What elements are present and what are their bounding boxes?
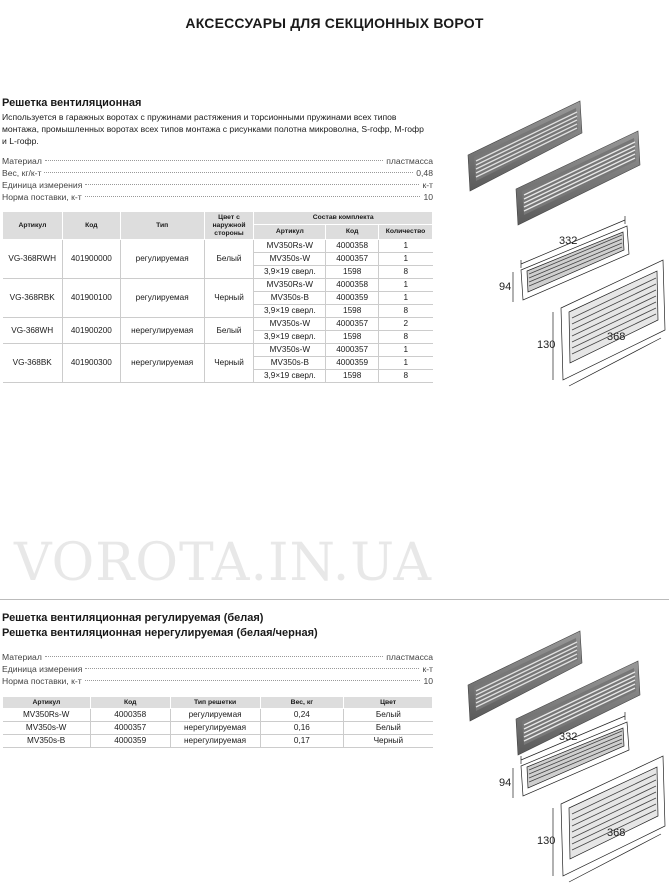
kit-code: 4000357 [326, 318, 379, 331]
header-kit: Состав комплекта [254, 212, 433, 225]
kit-article: 3,9×19 сверл. [254, 370, 326, 383]
property-label: Единица измерения [2, 180, 83, 190]
property-row [2, 675, 433, 687]
property-row [2, 155, 433, 167]
cell-type: нерегулируемая [170, 722, 260, 735]
property-value: 0,48 [416, 168, 433, 178]
kit-article: MV350Rs-W [254, 240, 326, 253]
property-value: пластмасса [386, 652, 433, 662]
group-type: нерегулируемая [120, 318, 204, 344]
kit-article: MV350s-W [254, 318, 326, 331]
property-value: к-т [422, 180, 433, 190]
group-color: Черный [204, 279, 254, 318]
cell-code: 4000359 [90, 735, 170, 748]
kit-qty: 8 [379, 266, 433, 279]
table-row [3, 735, 433, 748]
section-divider [0, 599, 669, 600]
dim-130: 130 [537, 339, 556, 351]
group-article: VG-368RWH [3, 240, 63, 279]
dot-leader [85, 196, 421, 197]
group-type: регулируемая [120, 240, 204, 279]
cell-weight: 0,16 [260, 722, 344, 735]
header-kit-qty: Количество [379, 225, 433, 240]
kit-code: 4000357 [326, 253, 379, 266]
table-row [3, 709, 433, 722]
dot-leader [85, 668, 419, 669]
property-label: Единица измерения [2, 664, 83, 674]
kit-qty: 1 [379, 292, 433, 305]
kit-code: 1598 [326, 370, 379, 383]
property-label: Материал [2, 652, 42, 662]
dim-368: 368 [607, 331, 626, 343]
group-type: регулируемая [120, 279, 204, 318]
section1-description: Используется в гаражных воротах с пружинами растяжения и торсионными пружинами всех типов монтажа, промышленных воротах всех типов монтажа с рисунками полотна микроволна, S-гофр, M-гофр и L-гофр. [2, 112, 424, 146]
group-color: Белый [204, 318, 254, 344]
kit-qty: 1 [379, 357, 433, 370]
header-grille-type: Тип решетки [170, 697, 260, 709]
vent-grille-dimension-drawing-2 [497, 704, 667, 884]
property-row [2, 191, 433, 203]
header-article: Артикул [3, 697, 91, 709]
table-row [3, 344, 433, 357]
kit-article: 3,9×19 сверл. [254, 331, 326, 344]
cell-weight: 0,24 [260, 709, 344, 722]
cell-type: нерегулируемая [170, 735, 260, 748]
table-row [3, 722, 433, 735]
header-color: Цвет [344, 697, 433, 709]
section2-title-2: Решетка вентиляционная нерегулируемая (белая/черная) [2, 627, 318, 639]
section2-properties [2, 651, 433, 687]
kit-qty: 1 [379, 240, 433, 253]
group-code: 401900000 [62, 240, 120, 279]
property-label: Норма поставки, к-т [2, 192, 82, 202]
dot-leader [85, 184, 419, 185]
cell-color: Белый [344, 722, 433, 735]
kit-article: MV350s-B [254, 357, 326, 370]
kit-qty: 8 [379, 370, 433, 383]
vent-grille-dimension-drawing [497, 208, 667, 388]
section1-properties [2, 155, 433, 203]
grille-specs-table [2, 696, 433, 748]
group-code: 401900300 [62, 344, 120, 383]
kit-code: 1598 [326, 305, 379, 318]
kit-code: 4000358 [326, 279, 379, 292]
kit-composition-table [2, 211, 433, 383]
cell-code: 4000358 [90, 709, 170, 722]
group-article: VG-368WH [3, 318, 63, 344]
table-row [3, 279, 433, 292]
group-color: Белый [204, 240, 254, 279]
header-color: Цвет с наружной стороны [204, 212, 254, 240]
cell-color: Белый [344, 709, 433, 722]
group-color: Черный [204, 344, 254, 383]
cell-article: MV350s-B [3, 735, 91, 748]
kit-code: 4000358 [326, 240, 379, 253]
group-code: 401900100 [62, 279, 120, 318]
property-value: пластмасса [386, 156, 433, 166]
kit-article: MV350s-W [254, 253, 326, 266]
kit-code: 4000359 [326, 292, 379, 305]
kit-article: 3,9×19 сверл. [254, 266, 326, 279]
kit-code: 1598 [326, 266, 379, 279]
property-label: Материал [2, 156, 42, 166]
property-label: Вес, кг/к-т [2, 168, 42, 178]
kit-article: 3,9×19 сверл. [254, 305, 326, 318]
cell-code: 4000357 [90, 722, 170, 735]
page-title: АКСЕССУАРЫ ДЛЯ СЕКЦИОННЫХ ВОРОТ [185, 15, 484, 31]
table-row [3, 240, 433, 253]
header-kit-code: Код [326, 225, 379, 240]
kit-article: MV350s-W [254, 344, 326, 357]
property-value: 10 [423, 676, 433, 686]
property-value: 10 [423, 192, 433, 202]
dot-leader [45, 160, 383, 161]
property-row [2, 651, 433, 663]
group-code: 401900200 [62, 318, 120, 344]
kit-code: 4000357 [326, 344, 379, 357]
property-value: к-т [422, 664, 433, 674]
dim-94: 94 [499, 281, 512, 293]
header-code: Код [62, 212, 120, 240]
dim-94: 94 [499, 777, 512, 789]
watermark: VOROTA.IN.UA [14, 533, 432, 593]
property-row [2, 179, 433, 191]
kit-qty: 8 [379, 305, 433, 318]
dim-332: 332 [559, 235, 578, 247]
dot-leader [85, 680, 421, 681]
group-type: нерегулируемая [120, 344, 204, 383]
kit-article: MV350Rs-W [254, 279, 326, 292]
header-kit-article: Артикул [254, 225, 326, 240]
section1-title: Решетка вентиляционная [2, 97, 142, 109]
cell-article: MV350Rs-W [3, 709, 91, 722]
group-article: VG-368BK [3, 344, 63, 383]
table-row [3, 318, 433, 331]
kit-qty: 1 [379, 279, 433, 292]
kit-code: 4000359 [326, 357, 379, 370]
kit-qty: 1 [379, 344, 433, 357]
cell-type: регулируемая [170, 709, 260, 722]
dim-130: 130 [537, 835, 556, 847]
cell-article: MV350s-W [3, 722, 91, 735]
kit-code: 1598 [326, 331, 379, 344]
property-row [2, 167, 433, 179]
header-weight: Вес, кг [260, 697, 344, 709]
kit-article: MV350s-B [254, 292, 326, 305]
property-row [2, 663, 433, 675]
kit-qty: 8 [379, 331, 433, 344]
property-label: Норма поставки, к-т [2, 676, 82, 686]
header-type: Тип [120, 212, 204, 240]
header-article: Артикул [3, 212, 63, 240]
cell-weight: 0,17 [260, 735, 344, 748]
dot-leader [45, 656, 383, 657]
cell-color: Черный [344, 735, 433, 748]
dim-368: 368 [607, 827, 626, 839]
dim-332: 332 [559, 731, 578, 743]
group-article: VG-368RBK [3, 279, 63, 318]
section2-title-1: Решетка вентиляционная регулируемая (белая) [2, 612, 264, 624]
kit-qty: 1 [379, 253, 433, 266]
header-code: Код [90, 697, 170, 709]
dot-leader [44, 172, 413, 173]
kit-qty: 2 [379, 318, 433, 331]
